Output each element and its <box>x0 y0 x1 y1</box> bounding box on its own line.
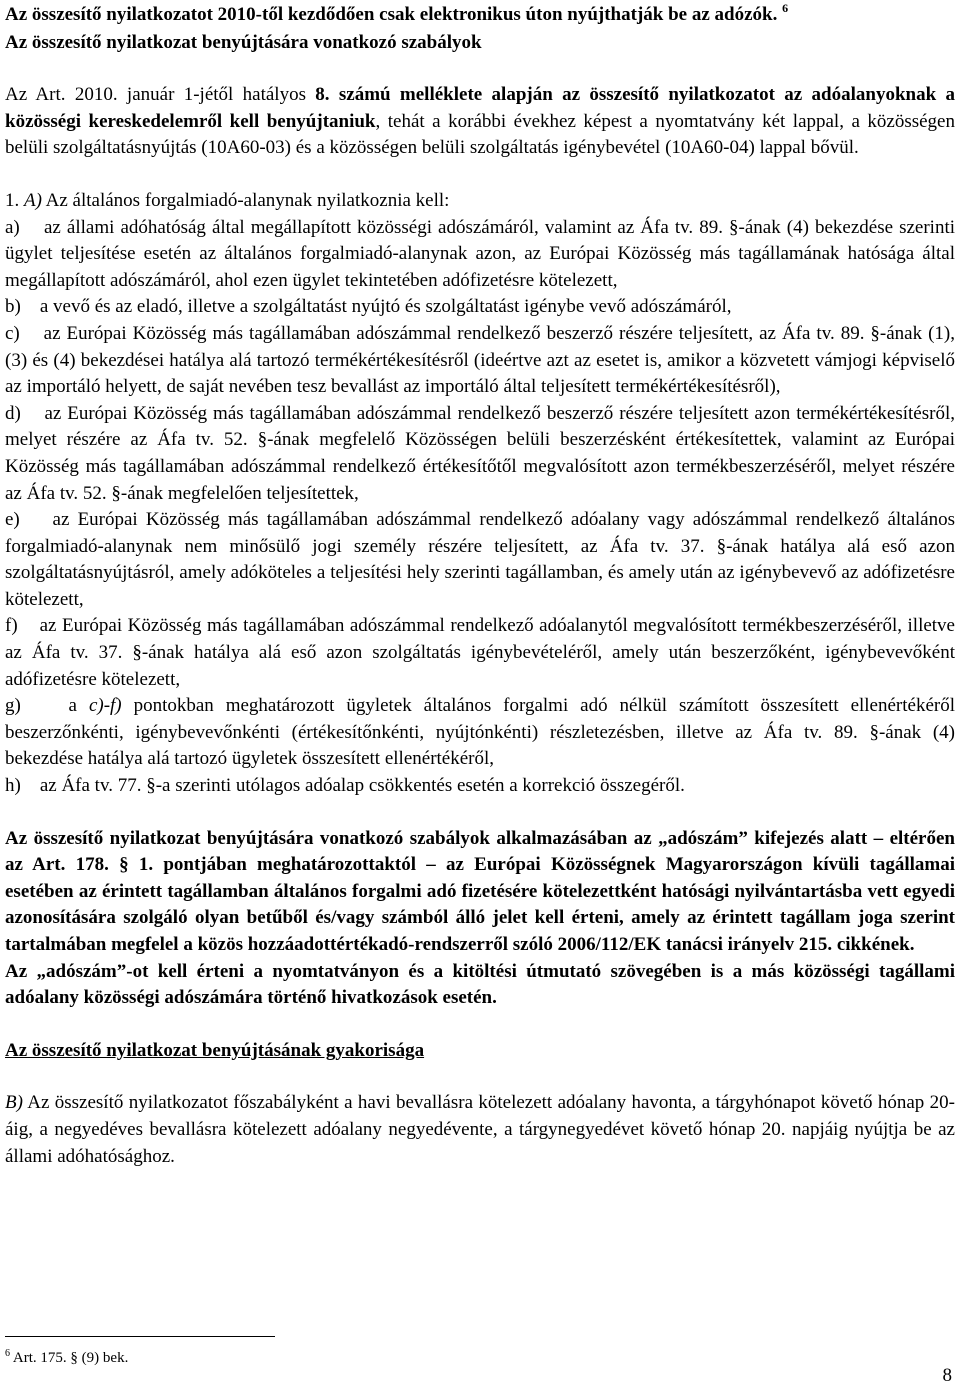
adoszam-definition: Az összesítő nyilatkozat benyújtására vonatkozó szabályok alkalmazásában az „adószám” kifejezés alatt – eltérően az Art. 178. § 1. pontjában meghatározottaktól – az Európai Közösségnek Magyarországon kívüli tagállamai esetében az érintett tagállamban általános forgalmi adó fizetésére kötelezettként hatósági nyilvántartásba vett egyedi azonosítására szolgáló olyan betűből és/vagy számból álló jelet kell érteni, amely az érintett tagállam joga szerint tartalmában megfelel a közös hozzáadottértékadó-rendszerről szóló 2006/112/EK tanácsi irányelv 215. cikkének. <box>5 827 955 955</box>
list-item-e: e) az Európai Közösség más tagállamában adószámmal rendelkező adóalany vagy adószámmal rendelkező általános forgalmiadó-alanynak nem minősülő jogi személy részére teljesített, az Áfa tv. 37. §-ának hatálya alá eső azon szolgáltatásnyújtásról, amely adóköteles a teljesítési hely szerinti tagállamban, és amely után az igénybevevő az adófizetésre kötelezett, <box>5 509 960 610</box>
intro-heading: Az összesítő nyilatkozat benyújtására vonatkozó szabályok <box>5 31 482 53</box>
list-item-f: f) az Európai Közösség más tagállamában adószámmal rendelkező adóalanytól megvalósított termékbeszerzéséről, illetve az Áfa tv. 37. §-ának hatálya alá eső azon szolgáltatás igénybevételéről, amely után beszerzőként, igénybevevőként adófizetésre kötelezett, <box>5 615 960 690</box>
para1-normal: Az Art. 2010. január 1-jétől hatályos <box>5 84 316 106</box>
para1-bold: 8. számú melléklete alapján az összesítő nyilatkozatot az adóalanyoknak a közösségi kereskedelemről kell benyújtaniuk <box>5 84 955 132</box>
list-item-a: a) az állami adóhatóság által megállapított közösségi adószámáról, valamint az Áfa tv. 89. §-ának (4) bekezdése szerinti ügylet teljesítése esetén az általános forgalmiadó-alanynak azon, az Európai Közösség más tagállamának hatósága által megállapított adószámáról, ahol ezen ügylet tekintetében adófizetésre kötelezett, <box>5 216 960 291</box>
section1-title: 1. A) Az általános forgalmiadó-alanynak nyilatkoznia kell: <box>5 189 450 211</box>
page-number: 8 <box>942 1365 952 1386</box>
list-item-g: g) a c)-f) pontokban meghatározott ügyletek általános forgalmi adó nélkül számított összesített ellenértékéről beszerzőnkénti, igénybevevőnkénti (értékesítőnkénti, nyújtónkénti) részletezésben, illetve az Áfa tv. 89. §-ának (4) bekezdése hatálya alá tartozó ügyletek összesített ellenértékéről, <box>5 695 960 770</box>
para1-rest: , tehát a korábbi évekhez képest a nyomtatvány két lappal, a közösségen belüli szolgáltatásnyújtás (10A60-03) és a közösségen belüli szolgáltatás igénybevétel (10A60-04) lappal bővül. <box>5 110 955 159</box>
footnote-divider <box>5 1336 275 1337</box>
footnote: $^6$ Art. 175. § (9) bek. <box>5 1348 129 1366</box>
intro-line: Az összesítő nyilatkozatot 2010-től kezdődően csak elektronikus úton nyújthatják be az adózók. $^6$ <box>5 1 789 25</box>
list-item-c: c) az Európai Közösség más tagállamában adószámmal rendelkező beszerző részére teljesített, az Áfa tv. 89. §-ának (1), (3) és (4) bekezdései hatálya alá tartozó termékértékesítésről (ideértve azt az esetet is, amikor a közvetett vámjogi képviselő az importáló helyett, de saját nevében tesz bevallást az importáló által teljesített termékértékesítésről), <box>5 322 960 398</box>
page-content <box>5 0 960 1170</box>
adoszam-usage: Az „adószám”-ot kell érteni a nyomtatványon és a kitöltési útmutató szövegében is a más közösségi tagállami adóalany közösségi adószámára történő hivatkozások esetén. <box>5 960 955 1009</box>
footnote-ref: 6 <box>782 1 789 15</box>
list-item-h: h) az Áfa tv. 77. §-a szerinti utólagos adóalap csökkentés esetén a korrekció összegéről. <box>5 775 685 797</box>
paragraph-art <box>5 82 955 162</box>
list-item-b: b) a vevő és az eladó, illetve a szolgáltatást nyújtó és szolgáltatást igénybe vevő adószámáról, <box>5 296 732 318</box>
frequency-paragraph: B) Az összesítő nyilatkozatot főszabályként a havi bevallásra kötelezett adóalany havonta, a tárgyhónapot követő hónap 20-áig, a negyedéves bevallásra kötelezett adóalany negyedévente, a tárgynegyedévet követő hónap 20. napjáig nyújtja be az állami adóhatósághoz. <box>5 1092 955 1167</box>
list-item-d: d) az Európai Közösség más tagállamában adószámmal rendelkező beszerző részére teljesített azon termékértékesítésről, melyet részére az Áfa tv. 52. §-ának megfelelő Közösségen belüli beszerzésként értékesítettek, valamint az Európai Közösség más tagállamában adószámmal rendelkező értékesítőtől megvalósított azon termékbeszerzéséről, melyet részére az Áfa tv. 52. §-ának megfelelően teljesítettek, <box>5 402 960 504</box>
frequency-heading: Az összesítő nyilatkozat benyújtásának gyakorisága <box>5 1039 425 1061</box>
